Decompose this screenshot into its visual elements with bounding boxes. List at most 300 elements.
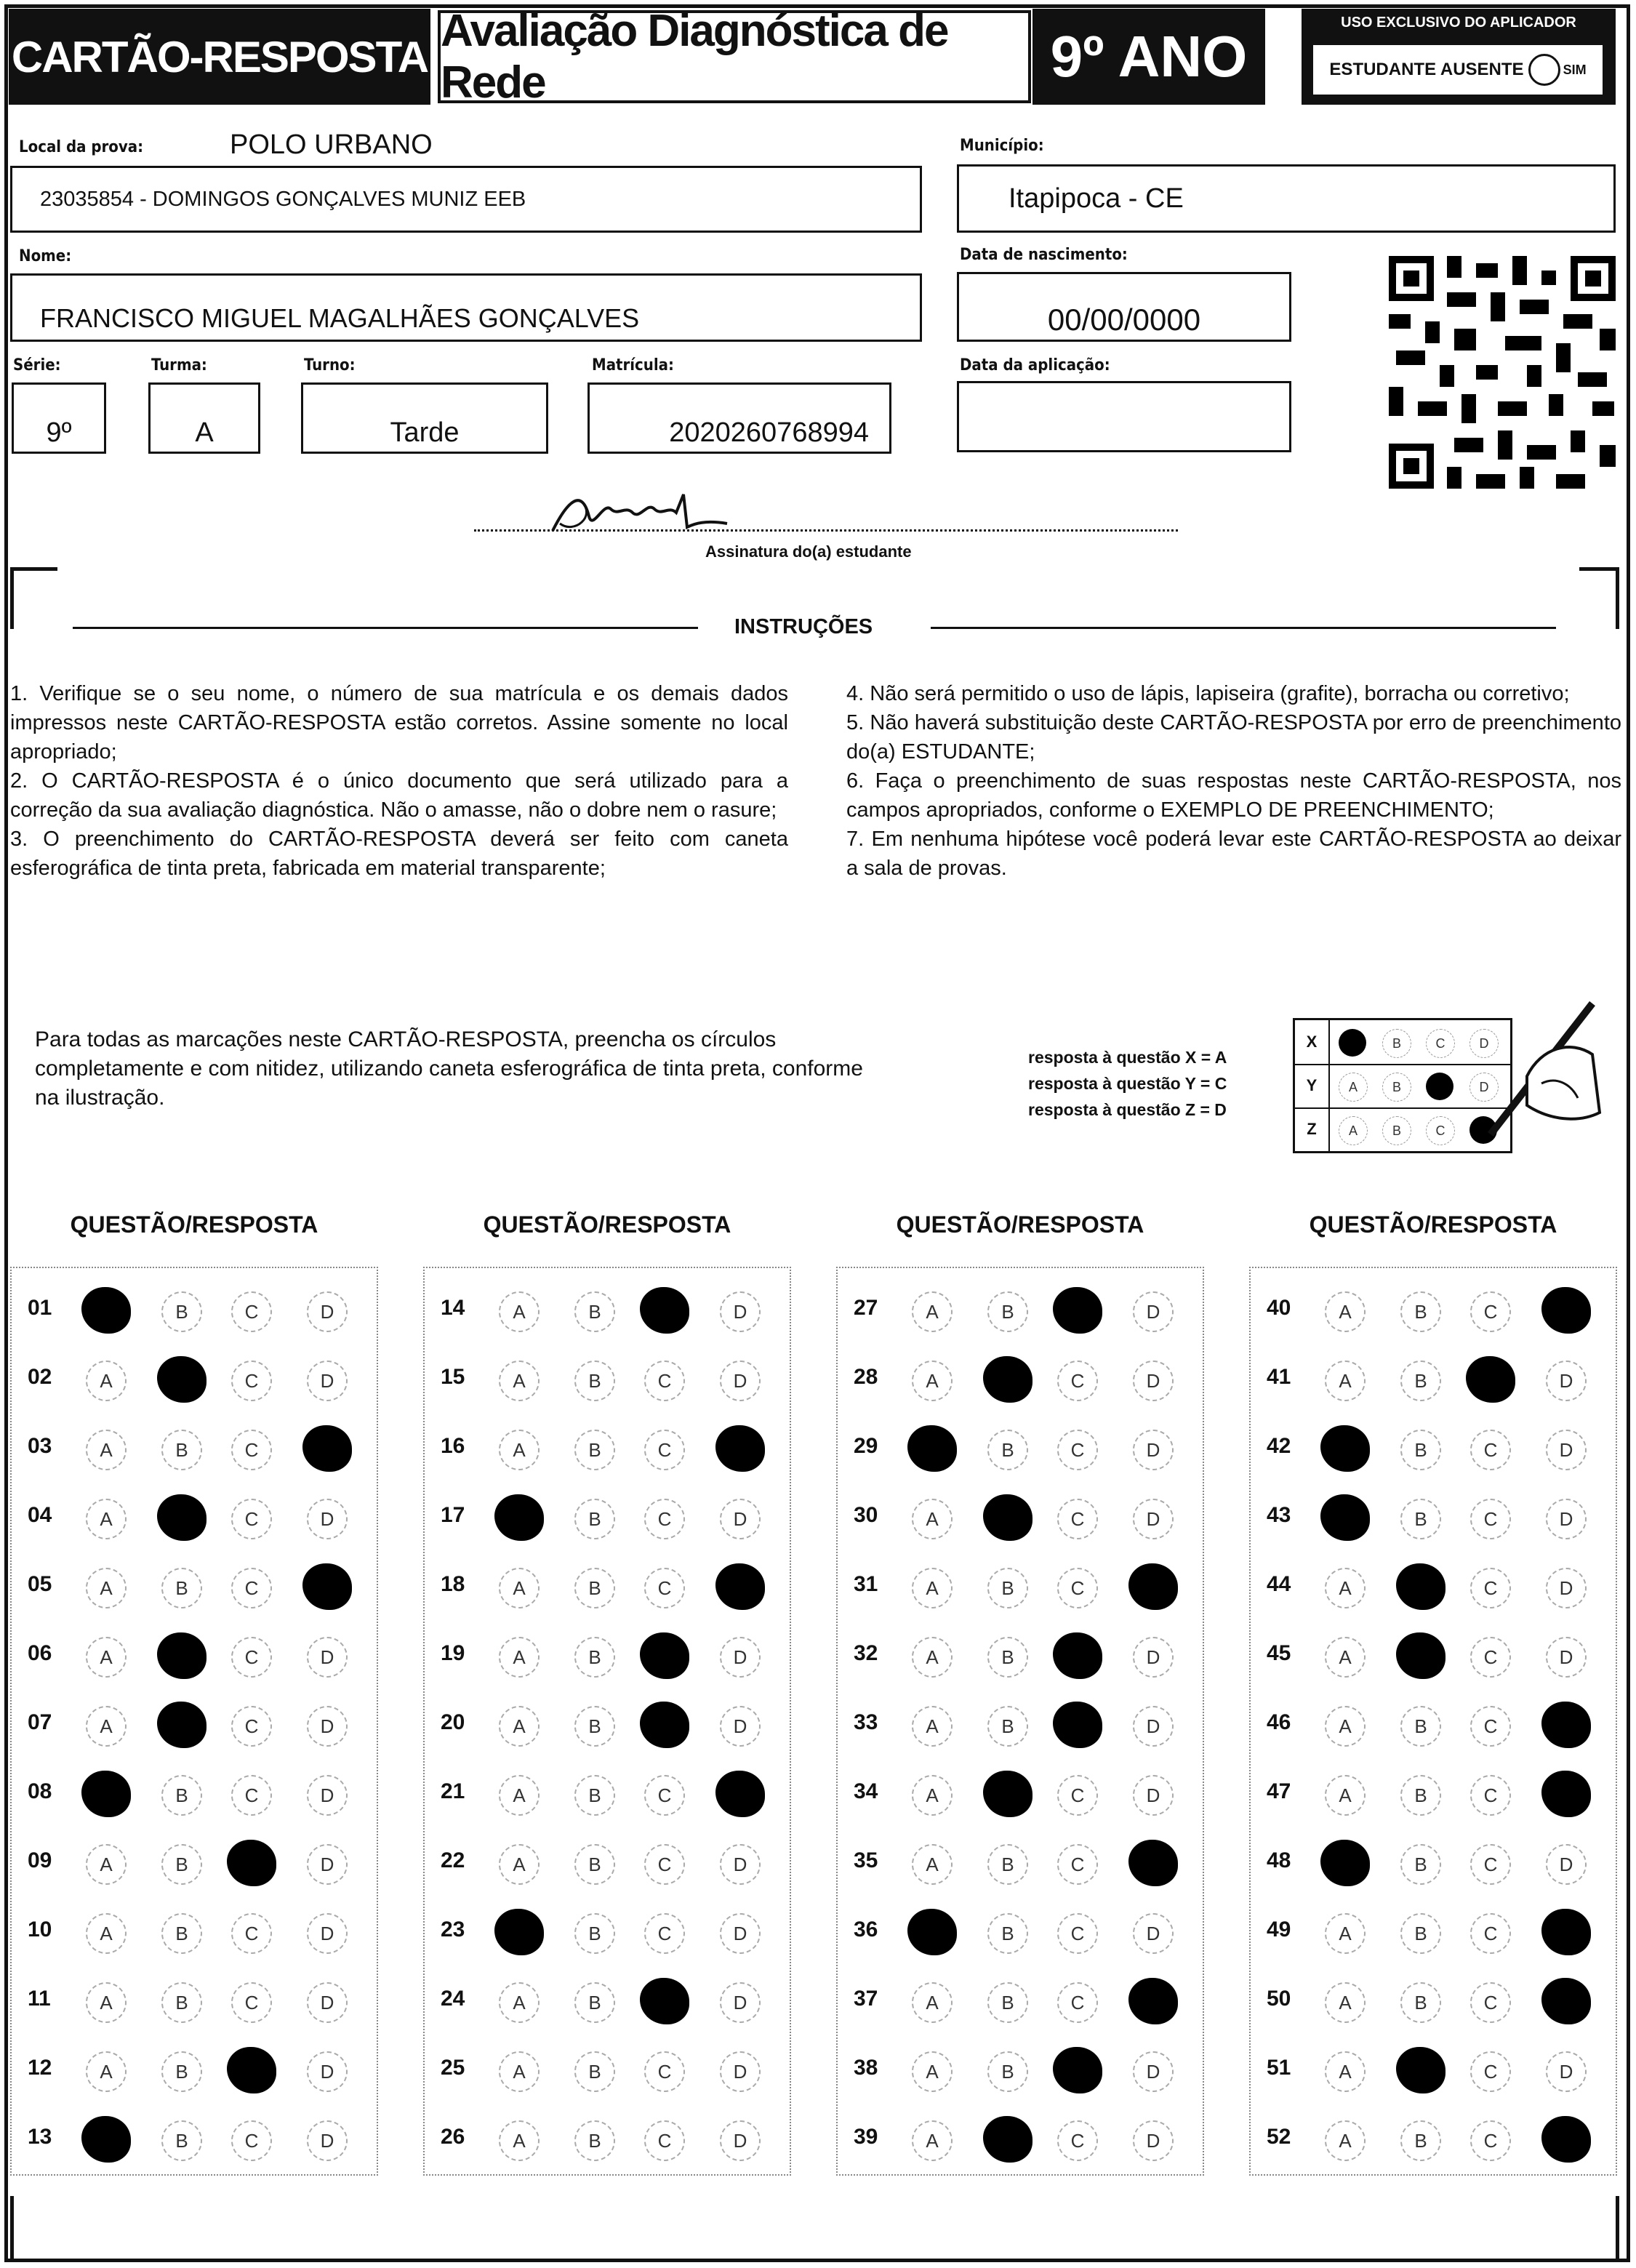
question-number: 05	[28, 1572, 52, 1596]
nascimento-value: 00/00/0000	[1047, 302, 1201, 337]
example-question-label: Y	[1295, 1064, 1330, 1107]
answer-bubble-b[interactable]: B	[161, 1982, 202, 2023]
nome-field	[10, 273, 922, 342]
answer-bubble-c[interactable]	[227, 1840, 276, 1886]
answer-bubble-b[interactable]: B	[1400, 1499, 1441, 1539]
answer-bubble-a[interactable]: A	[912, 1291, 953, 1332]
answer-bubble-d[interactable]: D	[720, 1361, 761, 1401]
answer-bubble-d[interactable]: D	[720, 1913, 761, 1954]
answer-row	[425, 1275, 790, 1345]
answer-bubble-a[interactable]: A	[1325, 2120, 1366, 2161]
nascimento-field	[957, 272, 1291, 342]
answer-bubble-b[interactable]: B	[574, 1637, 615, 1678]
answer-bubble-a[interactable]: A	[86, 1499, 127, 1539]
answer-bubble-c[interactable]: C	[1057, 1982, 1098, 2023]
question-number: 34	[854, 1779, 878, 1803]
answer-bubble-b[interactable]: B	[574, 1982, 615, 2023]
answer-bubble-c[interactable]	[1053, 1702, 1102, 1748]
qr-code	[1389, 256, 1616, 489]
question-number: 49	[1267, 1918, 1291, 1942]
answers-column	[423, 1267, 791, 2176]
matricula-value: 2020260768994	[669, 417, 869, 448]
absent-bubble[interactable]	[1528, 54, 1560, 86]
question-number: 02	[28, 1365, 52, 1389]
example-question-label: Z	[1295, 1107, 1330, 1151]
answer-bubble-d[interactable]: D	[720, 1499, 761, 1539]
answer-row	[1251, 1275, 1616, 1345]
answer-bubble-a[interactable]: A	[499, 1637, 540, 1678]
answer-bubble-a[interactable]: A	[1325, 1706, 1366, 1747]
question-number: 17	[441, 1503, 465, 1527]
answer-bubble-d[interactable]: D	[307, 1913, 348, 1954]
answer-bubble-c[interactable]: C	[231, 1499, 272, 1539]
answer-bubble-b[interactable]: B	[987, 1568, 1028, 1608]
answers-column-header: QUESTÃO/RESPOSTA	[483, 1211, 731, 1238]
signature-label: Assinatura do(a) estudante	[705, 542, 912, 561]
question-number: 29	[854, 1434, 878, 1458]
answer-row	[425, 1414, 790, 1483]
answer-bubble-c[interactable]: C	[644, 1568, 685, 1608]
answer-bubble-a[interactable]: A	[499, 1706, 540, 1747]
answer-bubble-c[interactable]: C	[1470, 1775, 1511, 1816]
answer-bubble-b[interactable]: B	[574, 2120, 615, 2161]
student-signature	[538, 473, 756, 545]
question-number: 14	[441, 1296, 465, 1320]
answer-bubble-d[interactable]	[1541, 2116, 1591, 2163]
answer-bubble-a[interactable]: A	[86, 1913, 127, 1954]
answer-bubble-b[interactable]: B	[1400, 1982, 1441, 2023]
answer-bubble-d[interactable]: D	[307, 1982, 348, 2023]
turma-value: A	[195, 417, 214, 448]
answer-bubble-c[interactable]	[640, 1978, 689, 2024]
signature-line	[474, 529, 1178, 532]
answer-bubble-c[interactable]: C	[1470, 1706, 1511, 1747]
answer-bubble-a[interactable]: A	[1325, 1568, 1366, 1608]
answer-bubble-d[interactable]	[1541, 1978, 1591, 2024]
answer-bubble-a[interactable]	[494, 1909, 544, 1955]
instruction-item: 4. Não será permitido o uso de lápis, lapiseira (grafite), borracha ou corretivo;	[846, 682, 1570, 705]
answer-bubble-b[interactable]: B	[161, 1430, 202, 1470]
answer-bubble-a[interactable]	[907, 1909, 957, 1955]
example-line: resposta à questão Y = C	[1028, 1074, 1227, 1093]
answer-bubble-c[interactable]	[640, 1287, 689, 1334]
answer-bubble-b[interactable]: B	[574, 1775, 615, 1816]
answer-bubble-c[interactable]: C	[1057, 1361, 1098, 1401]
answer-bubble-c[interactable]: C	[1057, 2120, 1098, 2161]
answer-bubble-b[interactable]: B	[987, 1637, 1028, 1678]
answer-bubble-c[interactable]: C	[231, 1361, 272, 1401]
answer-row	[1251, 1414, 1616, 1483]
question-number: 25	[441, 2056, 465, 2080]
answer-bubble-d[interactable]: D	[307, 2051, 348, 2092]
answer-bubble-c[interactable]: C	[1057, 1775, 1098, 1816]
answer-bubble-d[interactable]: D	[307, 1844, 348, 1885]
answer-bubble-d[interactable]: D	[307, 2120, 348, 2161]
answer-bubble-b[interactable]: B	[1400, 1706, 1441, 1747]
question-number: 12	[28, 2056, 52, 2080]
answer-row	[12, 1621, 377, 1690]
answer-bubble-c[interactable]: C	[644, 1913, 685, 1954]
question-number: 37	[854, 1987, 878, 2011]
answer-bubble-c[interactable]	[640, 1702, 689, 1748]
answer-bubble-a[interactable]: A	[499, 2051, 540, 2092]
answer-bubble-d[interactable]: D	[1546, 2051, 1587, 2092]
answer-bubble-d[interactable]: D	[1133, 1499, 1174, 1539]
answer-bubble-a[interactable]: A	[86, 1706, 127, 1747]
question-number: 06	[28, 1641, 52, 1665]
answer-row	[425, 1966, 790, 2035]
answer-bubble-d[interactable]: D	[307, 1291, 348, 1332]
answer-bubble-d[interactable]: D	[1133, 2120, 1174, 2161]
local-value: POLO URBANO	[230, 129, 433, 160]
answer-bubble-b[interactable]: B	[161, 1291, 202, 1332]
answer-bubble-b[interactable]: B	[987, 1430, 1028, 1470]
answer-bubble-a[interactable]: A	[1325, 1361, 1366, 1401]
question-number: 44	[1267, 1572, 1291, 1596]
answer-bubble-c[interactable]: C	[1470, 2120, 1511, 2161]
applicator-box	[1302, 9, 1616, 105]
serie-label: Série:	[13, 356, 61, 374]
answer-bubble-a[interactable]: A	[499, 1844, 540, 1885]
answer-bubble-d[interactable]	[1541, 1287, 1591, 1334]
example-legend	[1028, 1044, 1227, 1123]
answer-bubble-a[interactable]	[81, 2116, 131, 2163]
answer-bubble-a[interactable]	[81, 1287, 131, 1334]
answer-bubble-b[interactable]: B	[161, 1913, 202, 1954]
answer-bubble-c[interactable]	[227, 2047, 276, 2093]
question-number: 31	[854, 1572, 878, 1596]
answer-bubble-a[interactable]: A	[499, 2120, 540, 2161]
example-bubble: C	[1426, 1116, 1455, 1145]
answer-bubble-b[interactable]: B	[987, 1291, 1028, 1332]
answer-bubble-a[interactable]: A	[499, 1775, 540, 1816]
answer-bubble-b[interactable]: B	[161, 1568, 202, 1608]
question-number: 07	[28, 1710, 52, 1734]
answer-bubble-d[interactable]: D	[1133, 1775, 1174, 1816]
answer-bubble-a[interactable]: A	[912, 1361, 953, 1401]
answer-bubble-d[interactable]: D	[720, 1637, 761, 1678]
answer-bubble-c[interactable]: C	[1470, 1430, 1511, 1470]
answer-bubble-a[interactable]: A	[86, 1568, 127, 1608]
answer-bubble-b[interactable]: B	[574, 1844, 615, 1885]
answer-bubble-d[interactable]: D	[1133, 1913, 1174, 1954]
answer-row	[12, 2104, 377, 2173]
answer-row	[12, 1414, 377, 1483]
question-number: 21	[441, 1779, 465, 1803]
answer-bubble-a[interactable]: A	[86, 1844, 127, 1885]
answer-bubble-b[interactable]: B	[1400, 1361, 1441, 1401]
answer-bubble-a[interactable]: A	[86, 1982, 127, 2023]
answer-bubble-d[interactable]: D	[1133, 1291, 1174, 1332]
answer-bubble-c[interactable]: C	[1057, 1430, 1098, 1470]
answer-bubble-c[interactable]: C	[231, 1568, 272, 1608]
answer-bubble-a[interactable]: A	[912, 1982, 953, 2023]
answer-bubble-d[interactable]: D	[720, 1844, 761, 1885]
absent-field	[1312, 44, 1604, 96]
answer-bubble-b[interactable]	[983, 2116, 1032, 2163]
answer-bubble-c[interactable]: C	[1057, 1568, 1098, 1608]
answer-bubble-c[interactable]: C	[644, 2120, 685, 2161]
answer-bubble-c[interactable]: C	[644, 1361, 685, 1401]
answer-bubble-d[interactable]: D	[1546, 1499, 1587, 1539]
question-number: 47	[1267, 1779, 1291, 1803]
answer-bubble-a[interactable]	[1320, 1840, 1370, 1886]
answer-bubble-d[interactable]: D	[720, 2120, 761, 2161]
answer-bubble-b[interactable]: B	[161, 1844, 202, 1885]
answer-bubble-b[interactable]: B	[987, 1706, 1028, 1747]
answer-bubble-a[interactable]: A	[912, 1568, 953, 1608]
answer-bubble-c[interactable]	[1466, 1356, 1515, 1403]
answer-bubble-d[interactable]	[715, 1771, 765, 1817]
answers-column-header: QUESTÃO/RESPOSTA	[1309, 1211, 1557, 1238]
answer-row	[12, 1966, 377, 2035]
answer-bubble-a[interactable]	[1320, 1425, 1370, 1472]
answer-row	[1251, 1690, 1616, 1759]
example-bubble: B	[1382, 1073, 1411, 1102]
answer-row	[12, 2035, 377, 2104]
answer-bubble-b[interactable]: B	[1400, 1291, 1441, 1332]
answer-bubble-d[interactable]: D	[1546, 1430, 1587, 1470]
answer-bubble-b[interactable]: B	[1400, 1775, 1441, 1816]
instruction-item: 6. Faça o preenchimento de suas respostas neste CARTÃO-RESPOSTA, nos campos apropriados, conforme o EXEMPLO DE PREENCHIMENTO;	[846, 769, 1621, 822]
answer-bubble-d[interactable]: D	[1546, 1637, 1587, 1678]
question-number: 35	[854, 1848, 878, 1872]
answer-bubble-a[interactable]: A	[912, 1775, 953, 1816]
answer-bubble-a[interactable]: A	[912, 1844, 953, 1885]
answer-bubble-a[interactable]: A	[1325, 1982, 1366, 2023]
school-value: 23035854 - DOMINGOS GONÇALVES MUNIZ EEB	[40, 187, 526, 211]
answer-row	[1251, 1897, 1616, 1966]
answer-bubble-d[interactable]: D	[720, 1291, 761, 1332]
answer-bubble-a[interactable]: A	[86, 1637, 127, 1678]
instructions-rule	[73, 627, 698, 629]
answer-bubble-c[interactable]: C	[1470, 1637, 1511, 1678]
municipio-field	[957, 164, 1616, 233]
answer-bubble-b[interactable]	[157, 1632, 206, 1679]
answer-bubble-c[interactable]: C	[231, 1913, 272, 1954]
answer-bubble-d[interactable]: D	[720, 1706, 761, 1747]
answer-bubble-d[interactable]	[302, 1425, 352, 1472]
answer-bubble-c[interactable]: C	[1470, 1844, 1511, 1885]
answer-bubble-a[interactable]	[494, 1494, 544, 1541]
question-number: 39	[854, 2125, 878, 2149]
answer-bubble-b[interactable]	[1396, 1632, 1445, 1679]
answer-bubble-b[interactable]: B	[987, 1982, 1028, 2023]
answer-bubble-a[interactable]: A	[86, 1361, 127, 1401]
answer-bubble-c[interactable]: C	[1057, 1844, 1098, 1885]
answer-row	[838, 2035, 1203, 2104]
answer-bubble-b[interactable]	[157, 1356, 206, 1403]
answer-bubble-d[interactable]	[1128, 1978, 1178, 2024]
answer-bubble-c[interactable]: C	[644, 1499, 685, 1539]
answer-bubble-a[interactable]: A	[912, 2120, 953, 2161]
question-number: 46	[1267, 1710, 1291, 1734]
answer-bubble-c[interactable]: C	[231, 1982, 272, 2023]
corner-mark	[10, 2196, 57, 2261]
answer-bubble-b[interactable]: B	[1400, 1844, 1441, 1885]
answers-column-header: QUESTÃO/RESPOSTA	[70, 1211, 318, 1238]
answer-bubble-c[interactable]: C	[1470, 1913, 1511, 1954]
question-number: 24	[441, 1987, 465, 2011]
answer-bubble-b[interactable]	[157, 1702, 206, 1748]
answer-bubble-b[interactable]: B	[1400, 1430, 1441, 1470]
answer-bubble-b[interactable]: B	[574, 1913, 615, 1954]
answer-bubble-d[interactable]	[715, 1563, 765, 1610]
answer-bubble-d[interactable]	[715, 1425, 765, 1472]
answer-bubble-c[interactable]: C	[1057, 1913, 1098, 1954]
answer-bubble-c[interactable]	[1053, 1632, 1102, 1679]
answer-bubble-a[interactable]	[81, 1771, 131, 1817]
answer-row	[838, 1759, 1203, 1828]
answer-bubble-d[interactable]: D	[1133, 1361, 1174, 1401]
answer-bubble-c[interactable]: C	[1470, 1291, 1511, 1332]
answer-bubble-c[interactable]: C	[644, 1430, 685, 1470]
answer-bubble-a[interactable]: A	[1325, 1637, 1366, 1678]
answer-bubble-a[interactable]: A	[499, 1291, 540, 1332]
answer-bubble-b[interactable]: B	[574, 1706, 615, 1747]
answer-row	[1251, 2035, 1616, 2104]
answer-bubble-a[interactable]: A	[1325, 1775, 1366, 1816]
answer-bubble-d[interactable]	[1541, 1771, 1591, 1817]
answer-bubble-d[interactable]: D	[1133, 1706, 1174, 1747]
answer-bubble-b[interactable]: B	[574, 1568, 615, 1608]
answer-bubble-b[interactable]: B	[987, 1844, 1028, 1885]
instruction-item: 3. O preenchimento do CARTÃO-RESPOSTA deverá ser feito com caneta esferográfica de tinta preta, fabricada em material transparente;	[10, 828, 788, 880]
answer-bubble-b[interactable]: B	[574, 1430, 615, 1470]
answer-bubble-d[interactable]	[1128, 1563, 1178, 1610]
answer-bubble-a[interactable]: A	[1325, 1291, 1366, 1332]
question-number: 19	[441, 1641, 465, 1665]
answer-bubble-b[interactable]: B	[1400, 2120, 1441, 2161]
instruction-item: 2. O CARTÃO-RESPOSTA é o único documento que será utilizado para a correção da sua avaliação diagnóstica. Não o amasse, não o dobre nem o rasure;	[10, 769, 788, 822]
answers-column-header: QUESTÃO/RESPOSTA	[896, 1211, 1144, 1238]
answer-bubble-b[interactable]: B	[987, 2051, 1028, 2092]
instructions-left	[10, 679, 788, 883]
answer-bubble-c[interactable]: C	[1470, 2051, 1511, 2092]
answer-bubble-a[interactable]: A	[912, 1637, 953, 1678]
exam-title: Avaliação Diagnóstica de Rede	[438, 10, 1031, 103]
answer-bubble-d[interactable]: D	[1133, 1637, 1174, 1678]
answer-bubble-c[interactable]: C	[644, 1844, 685, 1885]
answer-bubble-a[interactable]: A	[499, 1361, 540, 1401]
example-bubble	[1339, 1029, 1366, 1057]
answer-row	[425, 1828, 790, 1897]
answer-bubble-a[interactable]: A	[1325, 2051, 1366, 2092]
answer-bubble-a[interactable]: A	[912, 1706, 953, 1747]
question-number: 40	[1267, 1296, 1291, 1320]
answer-bubble-a[interactable]: A	[499, 1568, 540, 1608]
example-line: resposta à questão Z = D	[1028, 1100, 1227, 1119]
answer-bubble-c[interactable]: C	[1470, 1499, 1511, 1539]
answer-bubble-c[interactable]: C	[231, 1706, 272, 1747]
question-number: 04	[28, 1503, 52, 1527]
question-number: 33	[854, 1710, 878, 1734]
answer-bubble-d[interactable]: D	[720, 1982, 761, 2023]
answer-bubble-b[interactable]: B	[161, 2051, 202, 2092]
answer-bubble-c[interactable]: C	[644, 2051, 685, 2092]
answer-bubble-b[interactable]	[1396, 1563, 1445, 1610]
answer-bubble-d[interactable]: D	[307, 1499, 348, 1539]
answer-bubble-a[interactable]: A	[499, 1982, 540, 2023]
answer-bubble-b[interactable]: B	[1400, 1913, 1441, 1954]
answer-bubble-a[interactable]	[907, 1425, 957, 1472]
answer-bubble-b[interactable]: B	[574, 1499, 615, 1539]
answer-bubble-b[interactable]: B	[161, 2120, 202, 2161]
answer-bubble-c[interactable]: C	[1057, 1499, 1098, 1539]
answer-bubble-b[interactable]	[983, 1356, 1032, 1403]
answer-bubble-c[interactable]: C	[231, 1430, 272, 1470]
answer-bubble-d[interactable]	[1128, 1840, 1178, 1886]
answer-bubble-a[interactable]: A	[499, 1430, 540, 1470]
applicator-label: USO EXCLUSIVO DO APLICADOR	[1341, 15, 1576, 31]
answer-bubble-a[interactable]	[1320, 1494, 1370, 1541]
corner-mark	[1579, 567, 1619, 629]
answer-bubble-c[interactable]: C	[231, 1775, 272, 1816]
answer-bubble-d[interactable]	[302, 1563, 352, 1610]
answer-bubble-a[interactable]: A	[912, 1499, 953, 1539]
nome-label: Nome:	[19, 247, 72, 265]
aplicacao-field	[957, 381, 1291, 452]
answer-bubble-a[interactable]: A	[1325, 1913, 1366, 1954]
answer-bubble-c[interactable]	[640, 1632, 689, 1679]
answer-bubble-d[interactable]: D	[1133, 2051, 1174, 2092]
answer-bubble-d[interactable]: D	[307, 1775, 348, 1816]
answer-bubble-d[interactable]	[1541, 1702, 1591, 1748]
answer-bubble-b[interactable]: B	[574, 1361, 615, 1401]
answer-bubble-d[interactable]: D	[1133, 1430, 1174, 1470]
answer-row	[838, 1897, 1203, 1966]
question-number: 50	[1267, 1987, 1291, 2011]
serie-field	[12, 382, 106, 454]
question-number: 51	[1267, 2056, 1291, 2080]
answer-bubble-d[interactable]: D	[307, 1706, 348, 1747]
answer-bubble-b[interactable]: B	[574, 1291, 615, 1332]
answer-bubble-b[interactable]: B	[987, 1913, 1028, 1954]
example-bubble	[1426, 1073, 1453, 1100]
answer-bubble-c[interactable]: C	[644, 1775, 685, 1816]
answer-bubble-c[interactable]: C	[231, 1291, 272, 1332]
answer-bubble-a[interactable]: A	[86, 1430, 127, 1470]
answer-bubble-b[interactable]	[983, 1771, 1032, 1817]
answer-bubble-b[interactable]	[1396, 2047, 1445, 2093]
answer-bubble-d[interactable]: D	[307, 1361, 348, 1401]
answer-bubble-c[interactable]: C	[1470, 1982, 1511, 2023]
answer-row	[12, 1897, 377, 1966]
answer-bubble-c[interactable]	[1053, 2047, 1102, 2093]
answer-row	[838, 1690, 1203, 1759]
answer-row	[838, 1345, 1203, 1414]
answer-bubble-d[interactable]: D	[1546, 1361, 1587, 1401]
answer-bubble-c[interactable]: C	[231, 1637, 272, 1678]
answer-bubble-c[interactable]	[1053, 1287, 1102, 1334]
question-number: 28	[854, 1365, 878, 1389]
answer-bubble-d[interactable]: D	[1546, 1568, 1587, 1608]
answer-row	[12, 1690, 377, 1759]
answer-bubble-b[interactable]: B	[574, 2051, 615, 2092]
answer-bubble-d[interactable]: D	[720, 2051, 761, 2092]
answer-bubble-b[interactable]: B	[161, 1775, 202, 1816]
answer-row	[425, 1897, 790, 1966]
answer-bubble-a[interactable]: A	[86, 2051, 127, 2092]
answer-bubble-b[interactable]	[157, 1494, 206, 1541]
answer-bubble-d[interactable]: D	[307, 1637, 348, 1678]
answer-bubble-b[interactable]	[983, 1494, 1032, 1541]
answer-bubble-a[interactable]: A	[912, 2051, 953, 2092]
answer-bubble-d[interactable]	[1541, 1909, 1591, 1955]
answer-bubble-d[interactable]: D	[1546, 1844, 1587, 1885]
answer-bubble-c[interactable]: C	[231, 2120, 272, 2161]
answer-bubble-c[interactable]: C	[1470, 1568, 1511, 1608]
